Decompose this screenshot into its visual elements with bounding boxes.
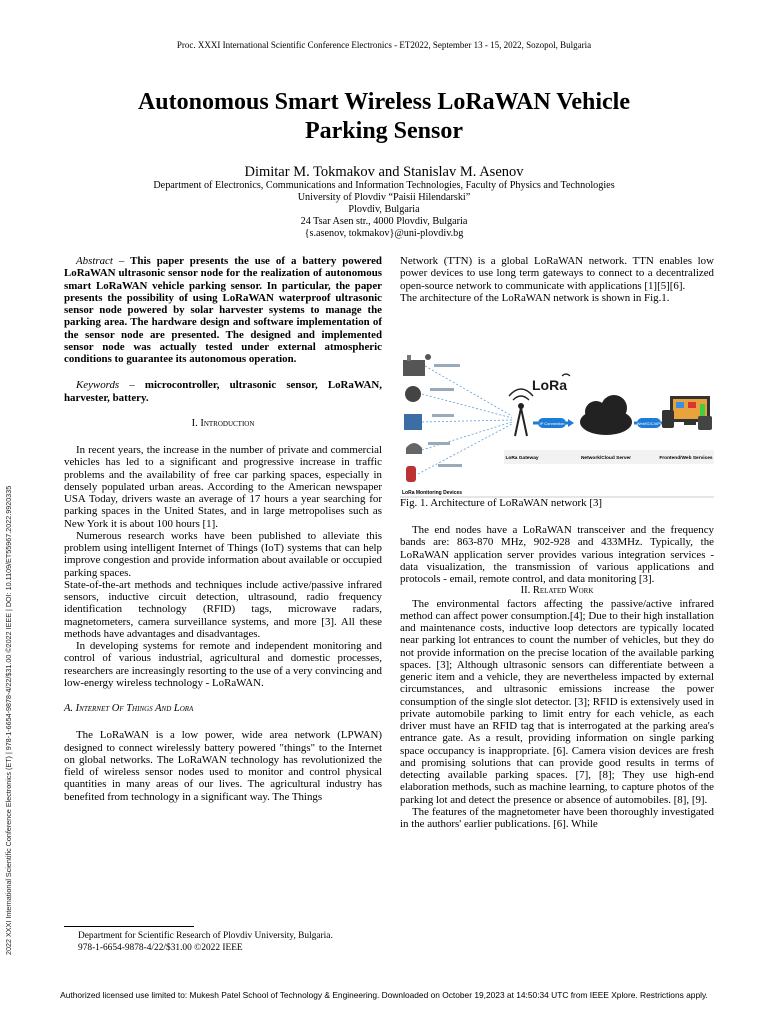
keywords-text: microcontroller, ultrasonic sensor, LoRaWAN, harvester, battery. [64, 379, 382, 404]
svg-text:LoRa: LoRa [532, 377, 567, 393]
abstract [64, 255, 382, 365]
affiliation-emails: {s.asenov, tokmakov}@uni-plovdiv.bg [304, 228, 464, 239]
architecture-intro: The architecture of the LoRaWAN network is shown in Fig.1. [400, 291, 670, 304]
device-annotations [428, 364, 462, 467]
right-column-bottom [400, 524, 714, 830]
figure-caption: Fig. 1. Architecture of LoRaWAN network [3] [400, 497, 603, 509]
ip-connection-label: IP Connection [539, 421, 565, 426]
side-doi-strip: 2022 XXXI International Scientific Conference Electronics (ET) | 978-1-6654-9878-4/22/$31.00 ©2022 IEEE | DOI: 10.1109/ET55967.2022.9920335 [4, 485, 13, 955]
gateway-tower-icon [509, 389, 533, 436]
footnote-copyright: 978-1-6654-9878-4/22/$31.00 ©2022 IEEE [78, 943, 243, 953]
abstract-label: Abstract – [76, 255, 125, 267]
subsection-heading-iot: A. Internet Of Things And Lora [64, 703, 194, 714]
title-line-2: Parking Sensor [304, 118, 463, 144]
keywords-label: Keywords – [76, 379, 135, 392]
architecture-diagram [400, 352, 714, 498]
monitoring-devices-label: LoRa Monitoring Devices [402, 490, 463, 496]
end-nodes-paragraph: The end nodes have a LoRaWAN transceiver and the frequency bands are: 863-870 MHz, 902-928 and 433MHz. Typically, the LoRaWAN application server provides various integration services - data visualization, the transmission of various applications and protocols - email, remote control, and data monitoring [3]. [400, 524, 714, 585]
footnote-funding: Department for Scientific Research of Plovdiv University, Bulgaria. [78, 931, 333, 941]
ip-connection-arrow [533, 418, 574, 428]
right-column-top [400, 255, 714, 304]
affiliation [0, 180, 768, 240]
paper-title [60, 88, 708, 146]
affiliation-university: University of Plovdiv “Paisii Hilendarski” [297, 192, 471, 203]
intro-paragraph-1: In recent years, the increase in the number of private and commercial vehicles has led to a significant and progressive increase in traffic problems and the availability of free car parking spaces, especially in densely populated urban areas. According to the American newspaper USA Today, drivers waste an average of 17 hours a year searching for parking spaces in the United States, and in large metropolises such as New York it is about 100 hours [1]. [64, 444, 382, 530]
frontend-label: Frontend/Web Services [659, 456, 713, 461]
websoc-label: WebSOC/API [636, 421, 662, 426]
abstract-text: This paper presents the use of a battery powered LoRaWAN ultrasonic sensor node for the realization of autonomous smart LoRaWAN vehicle parking sensor. In particular, the paper presents the possibility of using LoRaWAN waterproof ultrasonic sensor node powered by solar harvester systems to manage the parking area. The hardware design and software implementation of the sensor node are presented. The designed and implemented sensor node was actually tested under external atmospheric conditions to guarantee its autonomous operation. [64, 255, 382, 365]
conference-header: Proc. XXXI International Scientific Conference Electronics - ET2022, September 13 - 15, 2022, Sozopol, Bulgaria [176, 40, 592, 50]
affiliation-address: 24 Tsar Asen str., 4000 Plovdiv, Bulgaria [300, 216, 468, 227]
device-signal-lines [418, 366, 512, 474]
keywords [64, 379, 382, 404]
license-footer: Authorized licensed use limited to: Mukesh Patel School of Technology & Engineering. Downloaded on October 19,2023 at 14:50:34 UTC from IEEE Xplore. Restrictions apply. [60, 990, 708, 1000]
lora-logo [532, 374, 570, 393]
footnote [78, 930, 388, 954]
cloud-icon [580, 395, 632, 435]
authors: Dimitar M. Tokmakov and Stanislav M. Asenov [244, 164, 524, 180]
title-line-1: Autonomous Smart Wireless LoRaWAN Vehicle [137, 89, 631, 115]
related-work-paragraph: The environmental factors affecting the passive/active infrared method can affect power consumption.[4]; Due to their high installation and maintenance costs, inductive loop detectors are typically located near parking lot entrances to count the number of vehicles, but they do not provide information on the precise location of the available parking spaces. [3]; Although ultrasonic sensors can differentiate between a generic item and a vehicle, they are nevertheless impacted by external circumstances, and ultrasonic emissions increase the power consumption of the single slot detector. [3]; RFID is extensively used in private automobile parking to limit entry for each vehicle, as each driver must have an RFID tag that is interrogated at the parking area's entrance gate. As a result, providing information on single parking space occupancy is inappropriate. [6]. Camera vision devices are fresh and promising solutions that can provide good results in terms of detecting available parking spaces. [7], [8]; They use high-end elaboration methods, such as machine learning, to capture photos of the parking lot and detect the presence or absence of automobiles. [8], [9]. [400, 597, 714, 806]
gateway-label: LoRa Gateway [505, 456, 539, 461]
ttn-paragraph: Network (TTN) is a global LoRaWAN network. TTN enables low power devices to use long term gateways to connect to a decentralized open-source network to communicate with applications [1][5][6]. [400, 255, 714, 292]
left-column [64, 255, 382, 803]
section-heading-related-work: II. Related Work [520, 585, 594, 597]
lorawan-paragraph: The LoRaWAN is a low power, wide area network (LPWAN) designed to connect wirelessly battery powered "things" to the Internet on global networks. The LoRaWAN technology has revolutionized the field of wireless sensor nodes used to monitor and control physical quantities in many areas of our lives. The agricultural industry has benefited from technology in a significant way. The Things [64, 729, 382, 803]
intro-paragraph-2: Numerous research works have been published to alleviate this problem using intelligent Internet of Things (IoT) systems that can help improve congestion and provide information about available or occupied parking spaces. [64, 529, 382, 579]
affiliation-city: Plovdiv, Bulgaria [348, 204, 420, 215]
intro-paragraph-4: In developing systems for remote and independent monitoring and control of various industrial, agricultural and domestic processes, researchers are increasingly resorting to the use of a very convincing and low-energy wireless technology - LoRaWAN. [64, 640, 382, 689]
figure-lorawan-architecture [400, 352, 714, 498]
footnote-divider [64, 926, 194, 927]
magnetometer-paragraph: The features of the magnetometer have been thoroughly investigated in the authors' earlier publications. [6]. While [400, 805, 714, 830]
cloud-server-label: Network/Cloud Server [580, 456, 632, 461]
frontend-devices-icon [662, 396, 712, 430]
section-heading-introduction: I. Introduction [191, 417, 255, 429]
intro-paragraph-3: State-of-the-art methods and techniques include active/passive infrared sensors, inductive circuit detection, ultrasound, radio frequency identification technology (RFID) tags, microwave radars, magnetometers, camera surveillance systems, and more [3]. All these methods have advantages and disadvantages. [64, 578, 382, 640]
device-icons [403, 354, 431, 482]
affiliation-department: Department of Electronics, Communications and Information Technologies, Faculty of Physics and Technologies [153, 180, 615, 191]
